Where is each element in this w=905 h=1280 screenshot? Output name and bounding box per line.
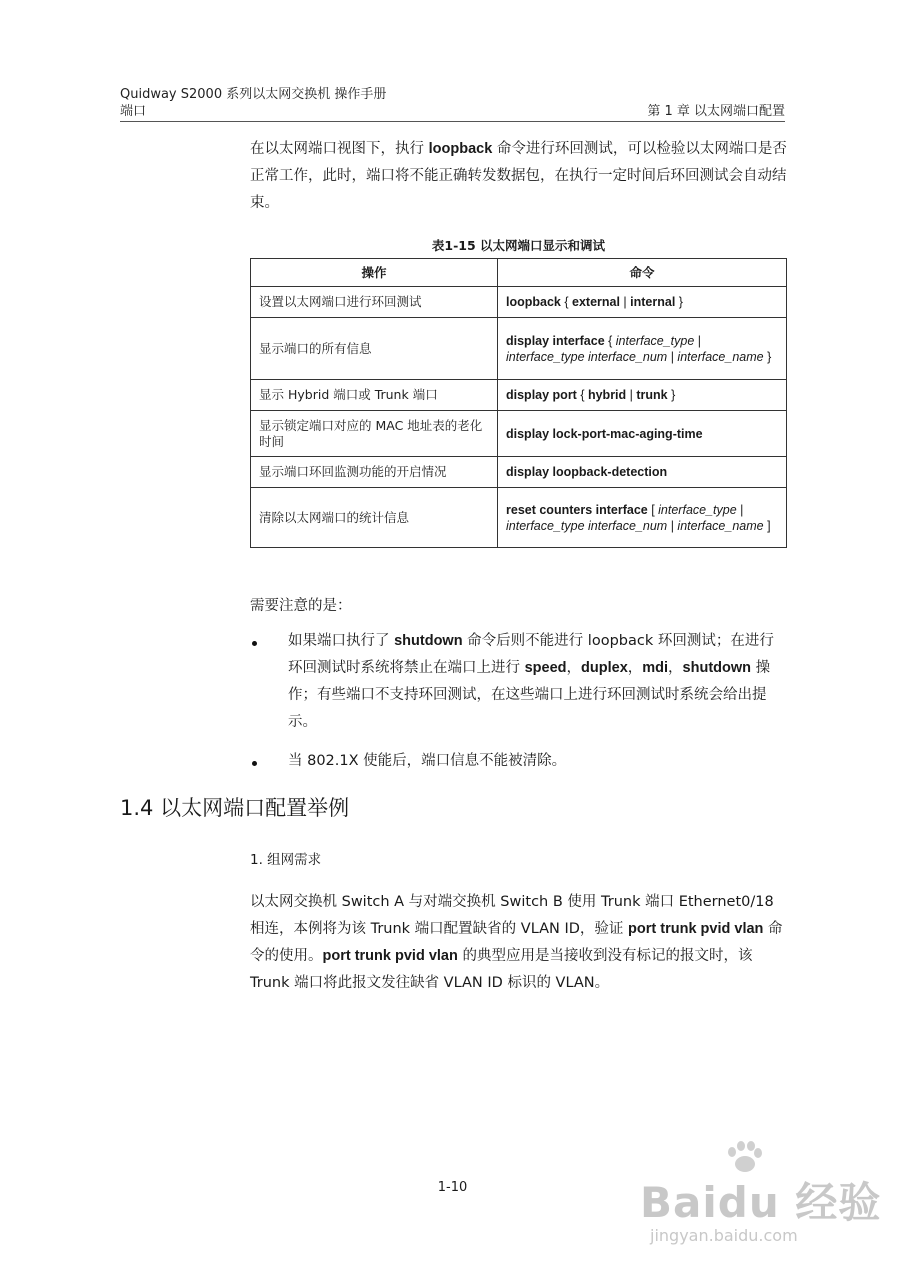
table-row [251, 380, 787, 411]
intro-text-1: 在以太网端口视图下，执行 [250, 141, 429, 157]
table-row [251, 318, 787, 380]
operation-cell: 清除以太网端口的统计信息 [251, 488, 498, 548]
watermark-url: jingyan.baidu.com [650, 1226, 798, 1245]
note-bullet-1: 如果端口执行了 shutdown 命令后则不能进行 loopback 环回测试；在进行环回测试时系统将禁止在端口上进行 speed，duplex，mdi，shutdown 操作；有些端口不支持环回测试，在这些端口上进行环回测试时系统会给出提示。 [288, 633, 774, 730]
command-cell: display lock-port-mac-aging-time [498, 411, 787, 457]
section-title: 1.4 以太网端口配置举例 [120, 796, 350, 820]
command-cell: display interface { interface_type | interface_type interface_num | interface_name } [498, 318, 787, 380]
section-paragraph: 以太网交换机 Switch A 与对端交换机 Switch B 使用 Trunk 端口 Ethernet0/18 相连，本例将为该 Trunk 端口配置缺省的 VLAN ID，验证 port trunk pvid vlan 命令的使用。port trunk pvid vlan 的典型应用是当接收到没有标记的报文时，该 Trunk 端口将此报文发往缺省 VLAN ID 标识的 VLAN。 [250, 894, 783, 991]
table-caption: 表1-15 以太网端口显示和调试 [431, 238, 606, 253]
subsection-title: 1. 组网需求 [250, 852, 322, 868]
operation-cell: 显示锁定端口对应的 MAC 地址表的老化时间 [251, 411, 498, 457]
header-divider [120, 121, 785, 122]
operation-cell: 设置以太网端口进行环回测试 [251, 287, 498, 318]
table-row [251, 488, 787, 548]
table-row [251, 287, 787, 318]
note-bullet-2: 当 802.1X 使能后，端口信息不能被清除。 [288, 753, 567, 769]
command-cell: display port { hybrid | trunk } [498, 380, 787, 411]
header-section: 端口 [120, 104, 147, 119]
command-cell: reset counters interface [ interface_type | interface_type interface_num | interface_name ] [498, 488, 787, 548]
table-row [251, 411, 787, 457]
operation-cell: 显示端口环回监测功能的开启情况 [251, 457, 498, 488]
header-title: Quidway S2000 系列以太网交换机 操作手册 [120, 87, 387, 102]
command-table [250, 258, 787, 548]
paw-icon [724, 1140, 764, 1174]
baidu-watermark [640, 1140, 882, 1270]
command-cell: loopback { external | internal } [498, 287, 787, 318]
intro-text-2: 命令进行环回测试，可以检验以太网端口是否正常工作，此时，端口将不能正确转发数据包，在执行一定时间后环回测试会自动结束。 [250, 141, 787, 211]
operation-cell: 显示端口的所有信息 [251, 318, 498, 380]
page-number: 1-10 [437, 1180, 468, 1195]
operation-cell: 显示 Hybrid 端口或 Trunk 端口 [251, 380, 498, 411]
intro-cmd-loopback: loopback [428, 141, 493, 157]
notes-lead: 需要注意的是： [250, 598, 352, 614]
header-command: 命令 [498, 259, 787, 287]
header-chapter: 第 1 章 以太网端口配置 [647, 104, 785, 119]
watermark-logo: Baidu 经验 [640, 1178, 882, 1227]
command-cell: display loopback-detection [498, 457, 787, 488]
intro-paragraph [250, 136, 787, 217]
header-operation: 操作 [251, 259, 498, 287]
table-header-row [251, 259, 787, 287]
bullet-icon [252, 641, 257, 646]
bullet-icon [252, 761, 257, 766]
table-row [251, 457, 787, 488]
